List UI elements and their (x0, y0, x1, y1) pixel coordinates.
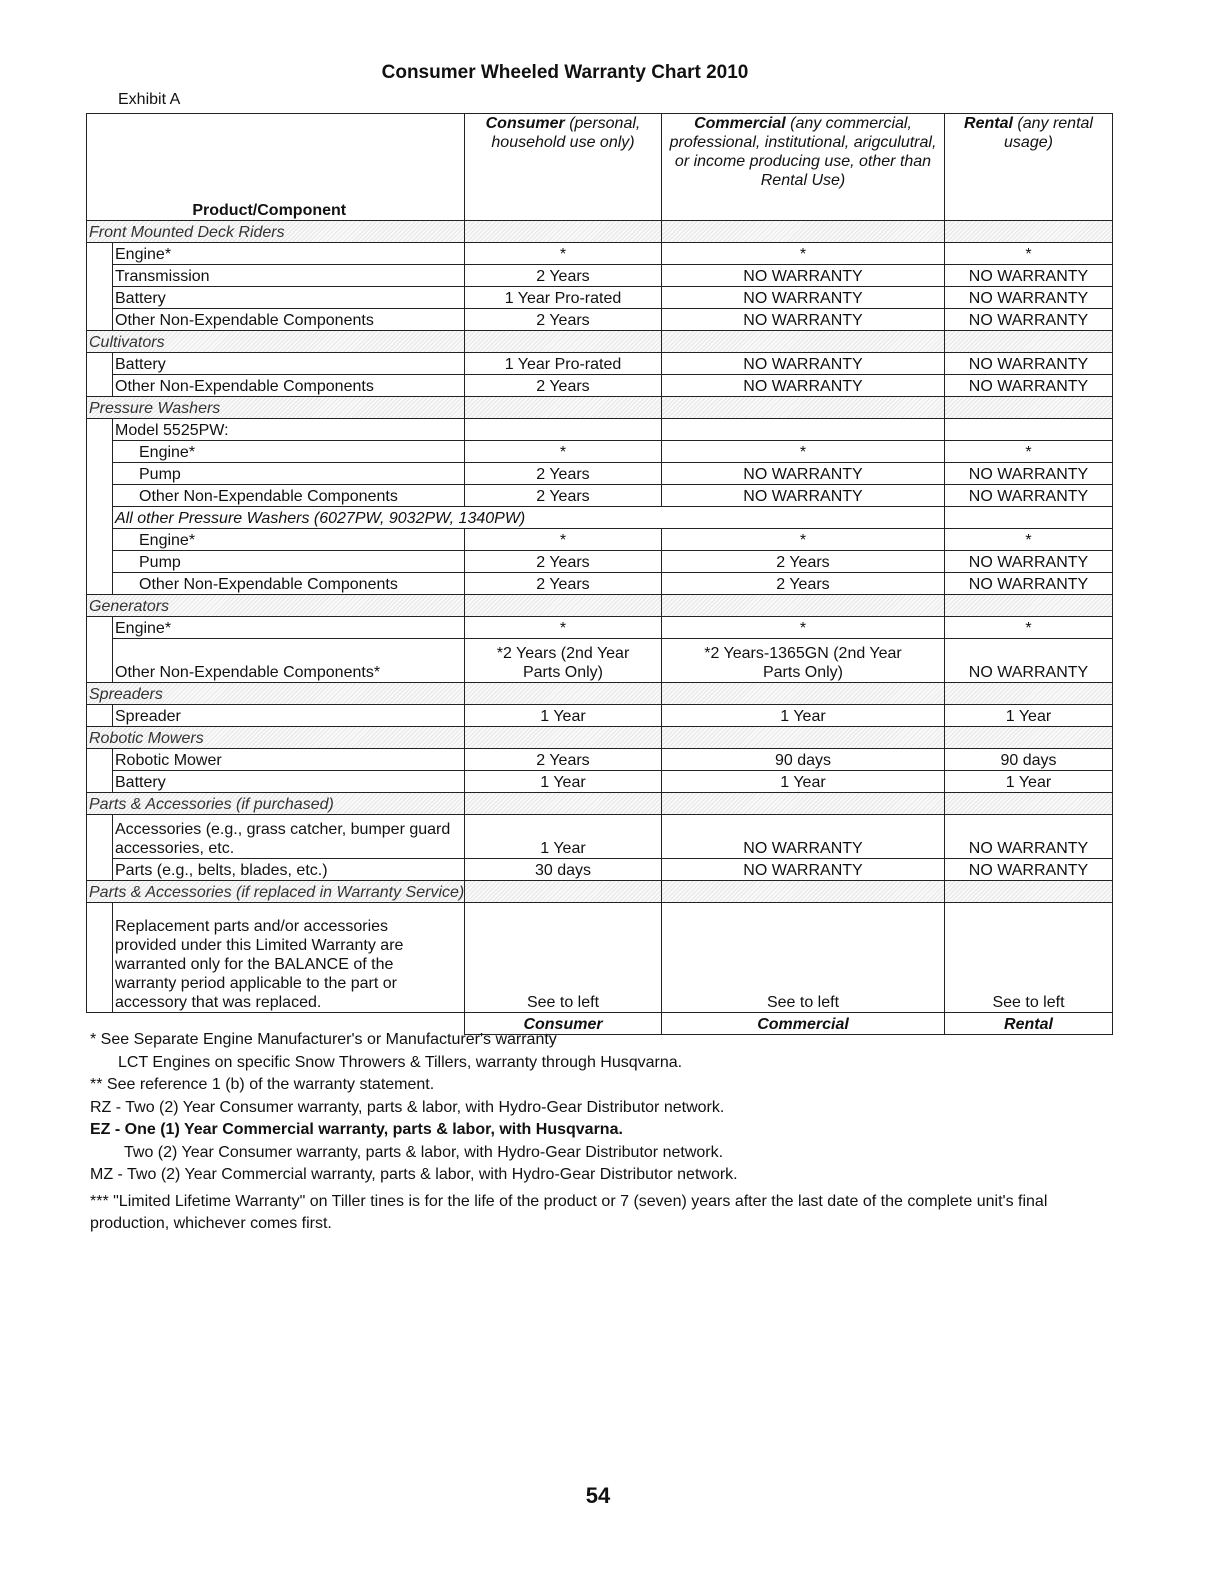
rental-cell: NO WARRANTY (945, 573, 1113, 595)
section-fill (465, 331, 662, 353)
component-name: Parts (e.g., belts, blades, etc.) (113, 859, 465, 881)
section-row (87, 221, 1113, 243)
section-row (87, 881, 1113, 903)
model-label: Model 5525PW: (113, 419, 465, 441)
component-name: Battery (113, 287, 465, 309)
rental-cell: NO WARRANTY (945, 265, 1113, 287)
rental-cell (945, 507, 1113, 529)
section-fill (945, 727, 1113, 749)
section-fill (662, 881, 945, 903)
section-fill (945, 397, 1113, 419)
table-row (87, 353, 1113, 375)
consumer-cell: 2 Years (465, 485, 662, 507)
row-indent (87, 485, 113, 507)
footer-rental: Rental (945, 1013, 1113, 1035)
row-indent (87, 309, 113, 331)
consumer-cell: 2 Years (465, 551, 662, 573)
section-fill (945, 331, 1113, 353)
consumer-cell: 2 Years (465, 375, 662, 397)
section-label: Parts & Accessories (if replaced in Warranty Service) (87, 881, 465, 903)
row-indent (87, 551, 113, 573)
table-row (87, 375, 1113, 397)
section-fill (945, 595, 1113, 617)
commercial-cell: NO WARRANTY (662, 287, 945, 309)
rental-cell: NO WARRANTY (945, 551, 1113, 573)
row-indent (87, 441, 113, 463)
table-header-row (87, 114, 1113, 221)
footer-commercial: Commercial (662, 1013, 945, 1035)
row-indent (87, 771, 113, 793)
component-name: Other Non-Expendable Components* (113, 639, 465, 683)
table-row (87, 529, 1113, 551)
table-row (87, 749, 1113, 771)
note-5: EZ - One (1) Year Commercial warranty, parts & labor, with Husqvarna. (90, 1121, 623, 1138)
rental-cell: NO WARRANTY (945, 309, 1113, 331)
row-indent (87, 243, 113, 265)
rental-cell: NO WARRANTY (945, 375, 1113, 397)
header-product: Product/Component (113, 114, 465, 221)
table-row (87, 485, 1113, 507)
row-indent (87, 617, 113, 639)
table-row (87, 441, 1113, 463)
component-name: Engine* (113, 529, 465, 551)
row-indent (87, 815, 113, 859)
component-name: Pump (113, 463, 465, 485)
row-indent (87, 859, 113, 881)
section-row (87, 331, 1113, 353)
table-row (87, 243, 1113, 265)
section-row (87, 595, 1113, 617)
rental-cell: * (945, 529, 1113, 551)
rental-cell: 1 Year (945, 771, 1113, 793)
row-indent (87, 705, 113, 727)
table-row (87, 551, 1113, 573)
table-row (87, 419, 1113, 441)
consumer-cell: 1 Year (465, 771, 662, 793)
row-indent (87, 639, 113, 683)
table-row (87, 309, 1113, 331)
note-3: ** See reference 1 (b) of the warranty statement. (90, 1076, 435, 1093)
consumer-cell: 2 Years (465, 265, 662, 287)
commercial-cell: NO WARRANTY (662, 353, 945, 375)
section-fill (945, 683, 1113, 705)
row-indent (87, 903, 113, 1013)
component-name: Engine* (113, 243, 465, 265)
consumer-cell: 1 Year (465, 815, 662, 859)
section-label: Robotic Mowers (87, 727, 465, 749)
rental-cell: NO WARRANTY (945, 859, 1113, 881)
component-name: Battery (113, 771, 465, 793)
table-row (87, 705, 1113, 727)
commercial-cell: 90 days (662, 749, 945, 771)
component-name: Replacement parts and/or accessories provided under this Limited Warranty are warranted only for the BALANCE of the warranty period applicable to the part or accessory that was replaced. (113, 903, 465, 1013)
row-indent (87, 265, 113, 287)
consumer-cell: 30 days (465, 859, 662, 881)
note-7: MZ - Two (2) Year Commercial warranty, parts & labor, with Hydro-Gear Distributor network. (90, 1166, 738, 1183)
section-fill (662, 793, 945, 815)
component-name: Other Non-Expendable Components (113, 573, 465, 595)
exhibit-label: Exhibit A (118, 91, 181, 108)
table-row (87, 903, 1113, 1013)
table-row (87, 463, 1113, 485)
commercial-cell: NO WARRANTY (662, 815, 945, 859)
section-label: Cultivators (87, 331, 465, 353)
section-row (87, 683, 1113, 705)
note-4: RZ - Two (2) Year Consumer warranty, parts & labor, with Hydro-Gear Distributor network. (90, 1098, 725, 1116)
section-label: Front Mounted Deck Riders (87, 221, 465, 243)
section-fill (945, 793, 1113, 815)
rental-cell: NO WARRANTY (945, 815, 1113, 859)
section-row (87, 727, 1113, 749)
consumer-cell: 1 Year Pro-rated (465, 353, 662, 375)
section-label: Spreaders (87, 683, 465, 705)
consumer-cell: * (465, 441, 662, 463)
rental-cell: See to left (945, 903, 1113, 1013)
section-fill (465, 595, 662, 617)
commercial-cell: NO WARRANTY (662, 265, 945, 287)
consumer-cell: See to left (465, 903, 662, 1013)
rental-cell: NO WARRANTY (945, 463, 1113, 485)
component-name: Other Non-Expendable Components (113, 375, 465, 397)
rental-cell: NO WARRANTY (945, 639, 1113, 683)
consumer-cell: 1 Year Pro-rated (465, 287, 662, 309)
table-row (87, 815, 1113, 859)
table-row (87, 507, 1113, 529)
section-fill (465, 683, 662, 705)
section-fill (945, 221, 1113, 243)
component-name: Engine* (113, 441, 465, 463)
section-fill (465, 793, 662, 815)
section-row (87, 397, 1113, 419)
component-name: Accessories (e.g., grass catcher, bumper guard accessories, etc. (113, 815, 465, 859)
component-name: Other Non-Expendable Components (113, 485, 465, 507)
section-fill (945, 881, 1113, 903)
commercial-cell: 2 Years (662, 551, 945, 573)
component-name: Engine* (113, 617, 465, 639)
consumer-cell: * (465, 243, 662, 265)
row-indent (87, 463, 113, 485)
consumer-cell: * (465, 529, 662, 551)
rental-cell: * (945, 441, 1113, 463)
rental-cell: NO WARRANTY (945, 287, 1113, 309)
component-name: Robotic Mower (113, 749, 465, 771)
commercial-cell: * (662, 243, 945, 265)
component-name: Transmission (113, 265, 465, 287)
header-consumer: Consumer (personal, household use only) (465, 114, 662, 221)
section-fill (662, 331, 945, 353)
consumer-cell: *2 Years (2nd Year Parts Only) (465, 639, 662, 683)
section-fill (465, 397, 662, 419)
section-fill (465, 727, 662, 749)
section-fill (662, 683, 945, 705)
header-commercial: Commercial (any commercial, professional, institutional, arigculutral, or income producing use, other than Rental Use) (662, 114, 945, 221)
page-title: Consumer Wheeled Warranty Chart 2010 (381, 62, 749, 83)
row-indent (87, 353, 113, 375)
section-label: Parts & Accessories (if purchased) (87, 793, 465, 815)
commercial-cell: NO WARRANTY (662, 859, 945, 881)
commercial-cell: 1 Year (662, 705, 945, 727)
rental-cell: 90 days (945, 749, 1113, 771)
component-name: Spreader (113, 705, 465, 727)
commercial-cell: NO WARRANTY (662, 463, 945, 485)
rental-cell: NO WARRANTY (945, 353, 1113, 375)
rental-cell: * (945, 243, 1113, 265)
section-fill (662, 397, 945, 419)
rental-cell (945, 419, 1113, 441)
rental-cell: 1 Year (945, 705, 1113, 727)
component-name: Battery (113, 353, 465, 375)
section-label: Generators (87, 595, 465, 617)
row-indent (87, 287, 113, 309)
table-row (87, 639, 1113, 683)
commercial-cell: 2 Years (662, 573, 945, 595)
commercial-cell: * (662, 441, 945, 463)
section-fill (465, 221, 662, 243)
footnotes (90, 1029, 1130, 1236)
table-row (87, 265, 1113, 287)
commercial-cell: 1 Year (662, 771, 945, 793)
note-6: Two (2) Year Consumer warranty, parts & labor, with Hydro-Gear Distributor network. (124, 1143, 724, 1161)
row-indent (87, 419, 113, 441)
note-2: LCT Engines on specific Snow Throwers & Tillers, warranty through Husqvarna. (118, 1053, 683, 1071)
rental-cell: * (945, 617, 1113, 639)
header-rental: Rental (any rental usage) (945, 114, 1113, 221)
warranty-table (86, 113, 1113, 1035)
consumer-cell: * (465, 617, 662, 639)
row-indent (87, 375, 113, 397)
consumer-cell (465, 419, 662, 441)
section-fill (662, 727, 945, 749)
table-row (87, 573, 1113, 595)
commercial-cell: NO WARRANTY (662, 309, 945, 331)
table-row (87, 287, 1113, 309)
model-label: All other Pressure Washers (6027PW, 9032PW, 1340PW) (113, 507, 945, 529)
component-name: Other Non-Expendable Components (113, 309, 465, 331)
component-name: Pump (113, 551, 465, 573)
row-indent (87, 529, 113, 551)
commercial-cell: *2 Years-1365GN (2nd Year Parts Only) (662, 639, 945, 683)
commercial-cell: * (662, 617, 945, 639)
consumer-cell: 2 Years (465, 463, 662, 485)
table-row (87, 617, 1113, 639)
rental-cell: NO WARRANTY (945, 485, 1113, 507)
consumer-cell: 2 Years (465, 309, 662, 331)
table-row (87, 859, 1113, 881)
note-8: *** "Limited Lifetime Warranty" on Tiller tines is for the life of the product or 7 (seven) years after the last date of the complete unit's final production, whichever comes first. (90, 1192, 1048, 1232)
row-indent (87, 507, 113, 529)
section-fill (662, 221, 945, 243)
commercial-cell (662, 419, 945, 441)
commercial-cell: NO WARRANTY (662, 375, 945, 397)
section-fill (465, 881, 662, 903)
commercial-cell: * (662, 529, 945, 551)
row-indent (87, 749, 113, 771)
footer-consumer: Consumer (465, 1013, 662, 1035)
section-row (87, 793, 1113, 815)
page-number: 54 (585, 1483, 611, 1508)
commercial-cell: NO WARRANTY (662, 485, 945, 507)
row-indent (87, 573, 113, 595)
note-1: * See Separate Engine Manufacturer's or Manufacturer's warranty (90, 1031, 557, 1048)
section-label: Pressure Washers (87, 397, 465, 419)
consumer-cell: 1 Year (465, 705, 662, 727)
table-row (87, 771, 1113, 793)
consumer-cell: 2 Years (465, 749, 662, 771)
commercial-cell: See to left (662, 903, 945, 1013)
section-fill (662, 595, 945, 617)
consumer-cell: 2 Years (465, 573, 662, 595)
